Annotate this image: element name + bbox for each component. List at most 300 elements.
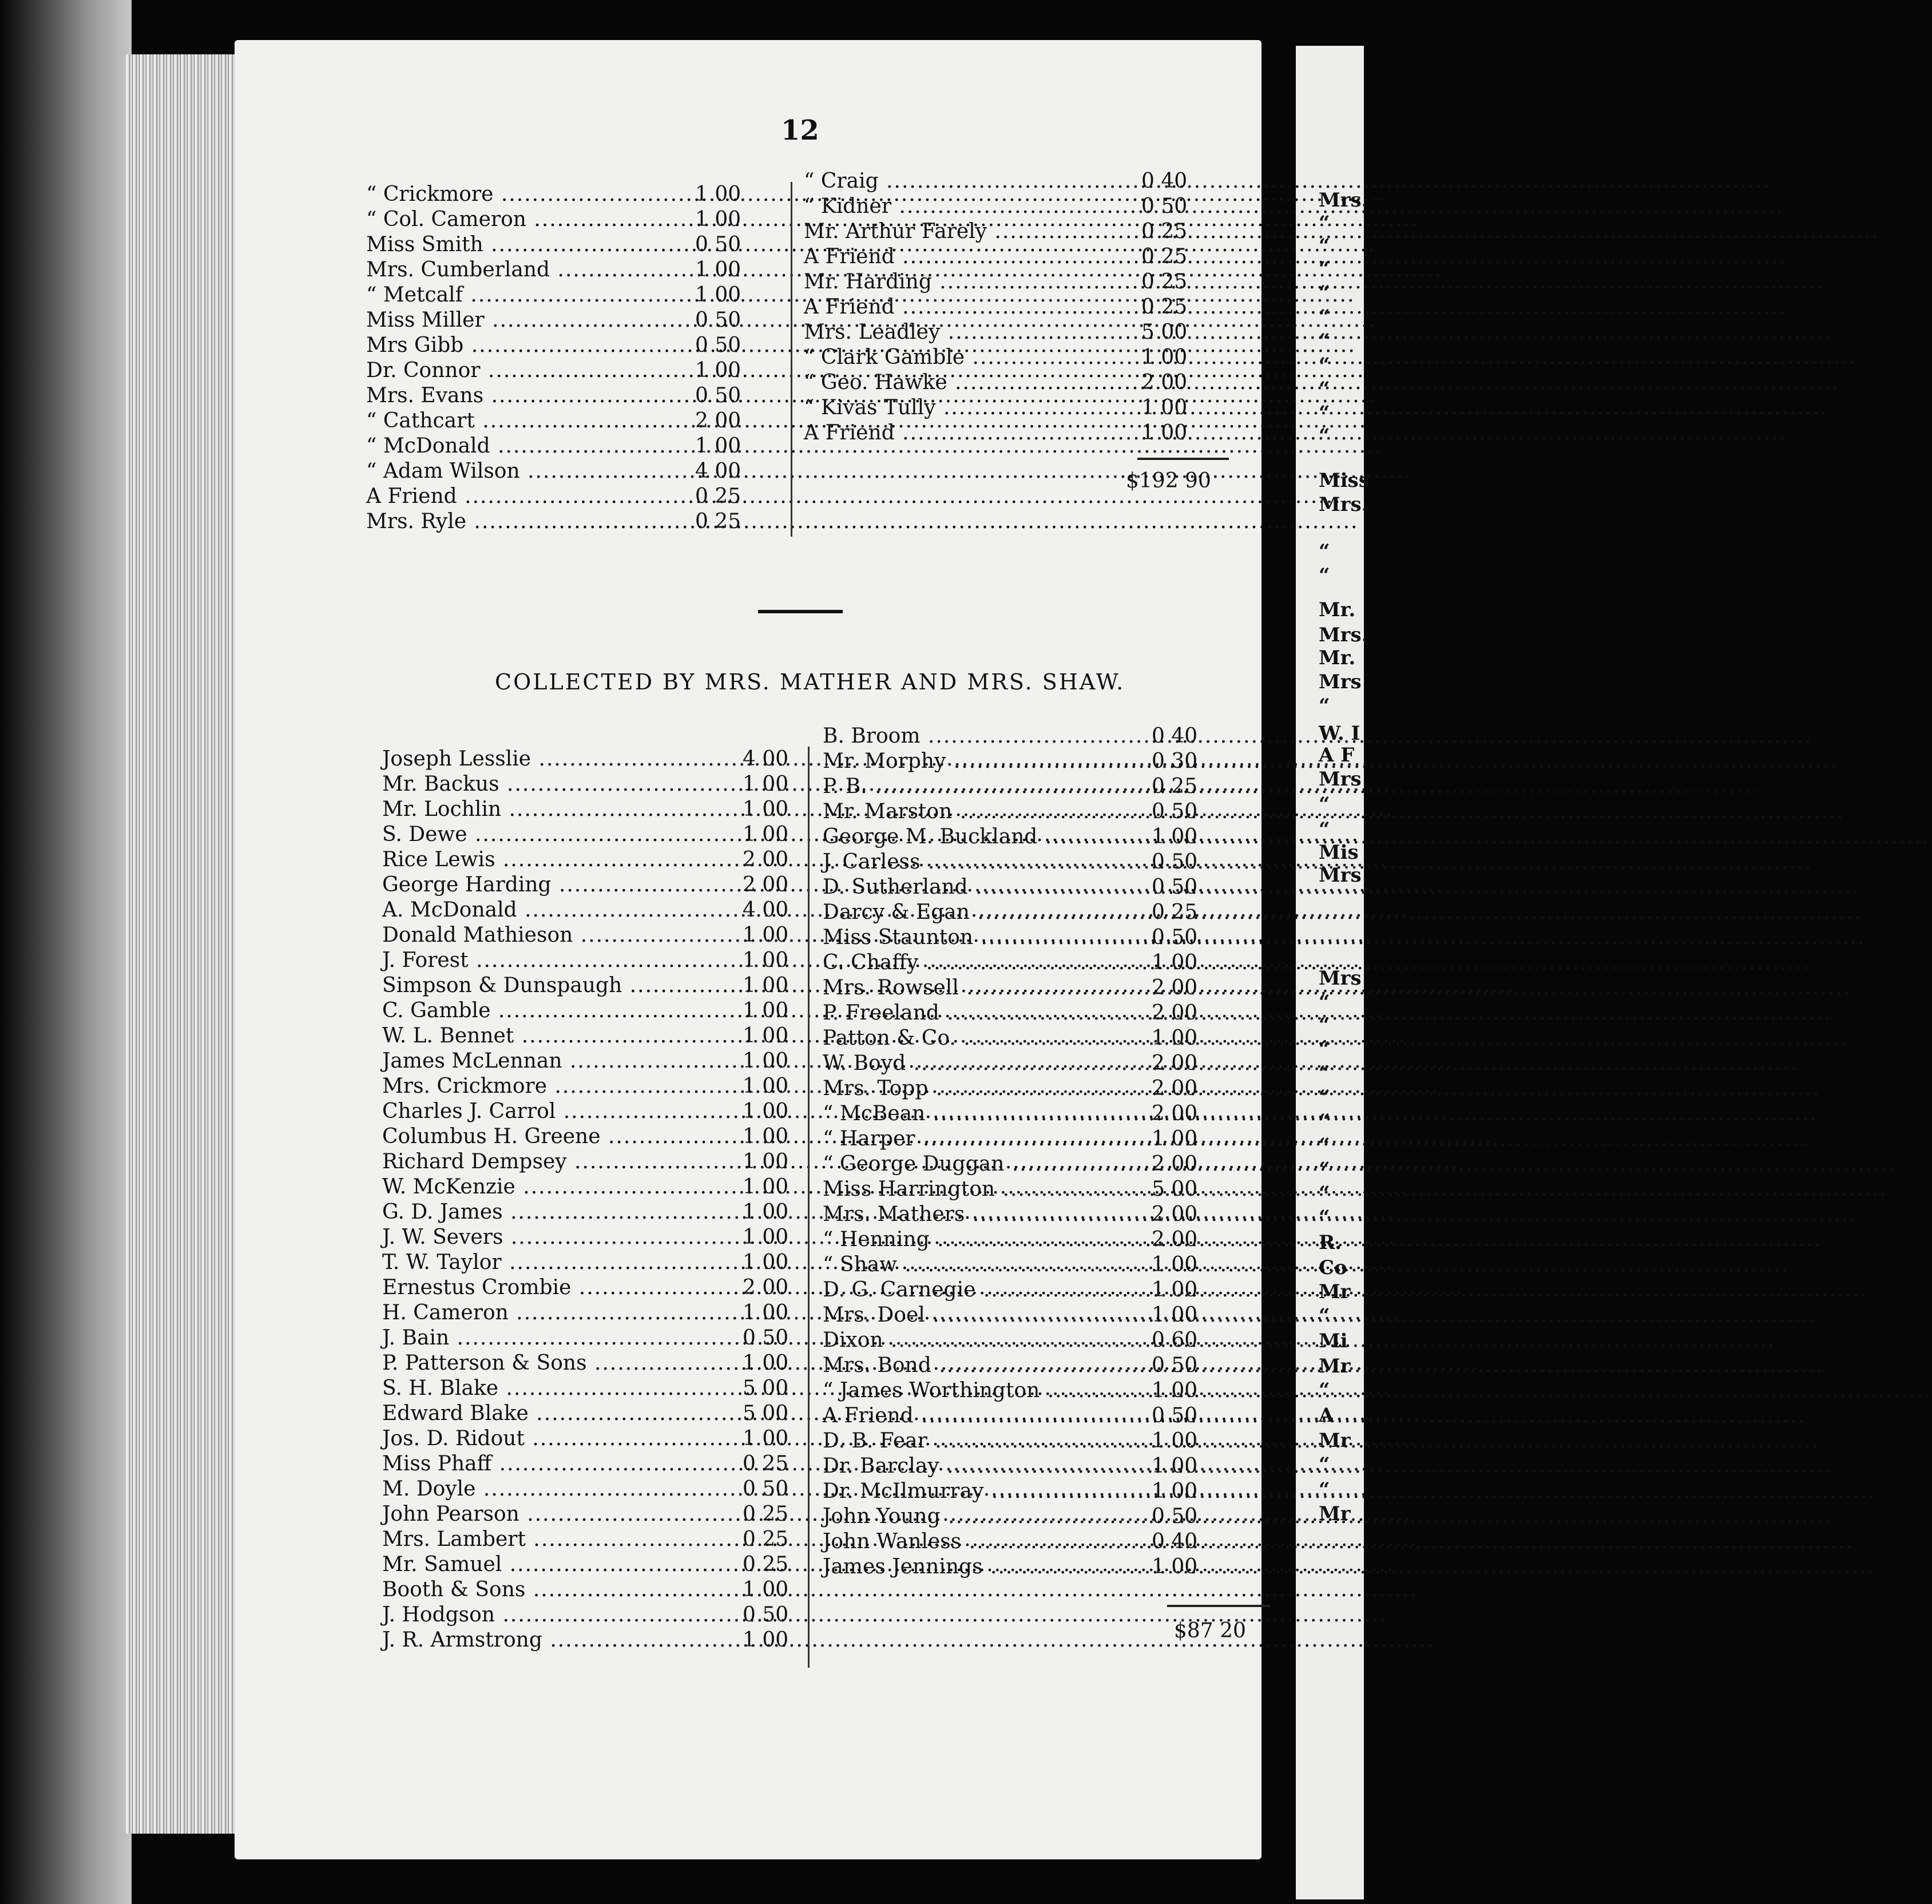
bottom-total: $87 20 [1174,1619,1246,1643]
donor-entry [823,1227,1217,1252]
donor-entry [382,1351,808,1376]
donation-amount: 0 25 [695,485,741,508]
donor-name: John Pearson ..... [382,1502,734,1527]
donor-name: Rice Lewis ..... [382,847,734,872]
donor-entry [823,1303,1217,1328]
donor-entry [382,1502,808,1527]
donation-amount: 4 00 [743,747,789,771]
adjacent-page-text: Mrs. [1319,189,1368,212]
donation-amount: 4 00 [695,459,741,483]
page-number: 12 [781,114,819,146]
adjacent-page-text: “ [1319,1014,1330,1037]
donor-entry [366,484,761,509]
adjacent-page-text: Mi [1319,1330,1348,1352]
donor-entry [823,1554,1217,1580]
adjacent-page-text: “ [1319,1158,1330,1181]
donation-amount: 0 25 [1152,901,1198,924]
donation-amount: 0 25 [1141,245,1188,268]
donation-amount: 1 00 [743,1200,789,1224]
adjacent-page-text: Mrs [1319,864,1362,887]
adjacent-page-text: Mr [1319,1280,1351,1303]
donor-name: Mr. Samuel ..... [382,1552,734,1577]
donor-name: A Friend ..... [804,295,1133,320]
donation-amount: 4 00 [743,898,789,922]
donation-amount: 1 00 [743,1024,789,1048]
donor-name: P. Patterson & Sons ..... [382,1351,734,1376]
donation-amount: 5 00 [743,1402,789,1425]
donation-amount: 1 00 [743,1427,789,1450]
donor-entry [823,1353,1217,1378]
donation-amount: 2 00 [1141,371,1188,394]
donor-entry [366,333,761,358]
adjacent-page-text: Mr. [1319,646,1356,669]
donor-name: W. McKenzie ..... [382,1175,734,1200]
donor-entry [823,925,1217,950]
top-left-column [366,182,761,534]
donor-entry [382,898,808,923]
adjacent-page-text: “ [1319,257,1330,280]
donor-entry [382,1049,808,1074]
donation-amount: 1 00 [695,208,741,231]
donor-entry [382,1250,808,1275]
donation-amount: 0 25 [1152,775,1198,798]
donor-entry [366,182,761,207]
donor-name: W. Boyd ..... [823,1051,1143,1076]
donor-entry [382,872,808,898]
donor-name: “ Cathcart ..... [366,408,687,434]
donor-entry [382,1300,808,1326]
donation-amount: 0 40 [1141,169,1188,193]
adjacent-page-text: “ [1319,1134,1330,1157]
adjacent-page-text: “ [1319,1453,1330,1476]
donation-amount: 1 00 [743,1225,789,1249]
donor-entry [366,232,761,257]
adjacent-page-text: “ [1319,818,1330,841]
donor-name: A. McDonald ..... [382,898,734,923]
donation-amount: 0 25 [1141,270,1188,293]
donor-name: J. Hodgson ..... [382,1602,734,1628]
donor-name: A Friend ..... [366,484,687,509]
donor-entry [366,257,761,283]
donor-name: Miss Harrington ..... [823,1177,1143,1202]
donation-amount: 1 00 [1152,1253,1198,1276]
donation-amount: 1 00 [1141,396,1188,419]
donation-amount: 2 00 [1152,1102,1198,1125]
donation-amount: 0 25 [1141,220,1188,243]
donor-name: J. Forest ..... [382,948,734,973]
donation-amount: 0 25 [743,1452,789,1475]
donor-name: Dr. McIlmurray ..... [823,1479,1143,1504]
adjacent-page-text: “ [1319,354,1330,376]
donation-amount: 0 40 [1152,724,1198,748]
donation-amount: 1 00 [743,798,789,821]
donor-name: Booth & Sons ..... [382,1577,734,1602]
bottom-column-divider [808,747,810,1668]
donor-entry [366,283,761,308]
donor-name: P. B. ..... [823,774,1143,799]
donor-name: “ Geo. Hawke ..... [804,370,1133,395]
donation-amount: 1 00 [743,823,789,846]
donation-amount: 0 30 [1152,749,1198,773]
donor-name: George Harding ..... [382,872,734,898]
donation-amount: 1 00 [1152,1429,1198,1453]
donation-amount: 1 00 [1152,1379,1198,1402]
adjacent-page-text: “ [1319,1206,1330,1229]
donor-entry [366,207,761,232]
donation-amount: 2 00 [1152,1152,1198,1176]
donor-entry [804,194,1207,219]
donor-entry [823,1403,1217,1429]
adjacent-page-text: “ [1319,1478,1330,1501]
donor-entry [382,998,808,1024]
donor-name: “ George Duggan ..... [823,1152,1143,1177]
top-right-column [804,169,1207,446]
adjacent-page-text: Mr [1319,1429,1351,1452]
adjacent-page-text: Mis [1319,841,1359,864]
donor-name: A Friend ..... [823,1403,1143,1429]
donor-name: “ James Worthington ..... [823,1378,1143,1403]
donor-name: Mrs. Lambert ..... [382,1527,734,1552]
donor-name: Mrs. Cumberland ..... [366,257,687,283]
donor-entry [823,1429,1217,1454]
donation-amount: 1 00 [1152,1278,1198,1302]
donation-amount: 0 50 [1152,1354,1198,1377]
donor-entry [823,950,1217,975]
donation-amount: 2 00 [1152,1001,1198,1025]
donation-amount: 1 00 [743,1251,789,1274]
donation-amount: 1 00 [743,1074,789,1098]
adjacent-page-text: “ [1319,793,1330,816]
donor-entry [823,1177,1217,1202]
donation-amount: 0 50 [743,1326,789,1350]
donor-name: Mrs. Rowsell ..... [823,975,1143,1001]
adjacent-page-text: A [1319,1404,1334,1427]
donor-entry [366,358,761,383]
donor-name: Mrs. Mathers ..... [823,1202,1143,1227]
donor-name: Mrs. Crickmore ..... [382,1074,734,1099]
donor-name: “ Craig ..... [804,169,1133,194]
adjacent-page-text: “ [1319,1304,1330,1327]
donor-entry [382,1602,808,1628]
donor-entry [382,1099,808,1124]
donation-amount: 0 50 [1152,875,1198,899]
donor-name: Mr. Morphy ..... [823,749,1143,774]
donation-amount: 1 00 [743,1628,789,1652]
donor-entry [382,948,808,973]
donation-amount: 0 50 [695,334,741,357]
donation-amount: 2 00 [1152,976,1198,999]
adjacent-page-text: Co [1319,1256,1347,1279]
donation-amount: 0 40 [1152,1530,1198,1553]
donation-amount: 5 00 [1141,320,1188,344]
adjacent-page-text: “ [1319,695,1330,717]
adjacent-page-text: “ [1319,1038,1330,1061]
adjacent-page-text: “ [1319,540,1330,563]
donor-entry [823,799,1217,824]
donation-amount: 1 00 [1141,421,1188,445]
donor-name: “ Crickmore ..... [366,182,687,207]
donor-entry [823,1076,1217,1101]
donor-entry [823,1504,1217,1529]
donation-amount: 1 00 [743,1150,789,1173]
donor-name: Darcy & Egan ..... [823,900,1143,925]
donor-name: Miss Miller ..... [366,308,687,333]
donor-entry [804,320,1207,345]
donor-name: James McLennan ..... [382,1049,734,1074]
donor-name: J. Carless ..... [823,850,1143,875]
donor-name: “ Metcalf ..... [366,283,687,308]
donation-amount: 0 50 [1152,1505,1198,1528]
donor-name: Richard Dempsey ..... [382,1149,734,1175]
donor-name: C. Chaffy ..... [823,950,1143,975]
donor-name: Donald Mathieson ..... [382,923,734,948]
donor-name: John Young ..... [823,1504,1143,1529]
donor-name: Jos. D. Ridout ..... [382,1426,734,1451]
adjacent-page-text: “ [1319,425,1330,447]
donor-name: Mrs. Evans ..... [366,383,687,408]
donor-entry [382,1225,808,1250]
donor-name: Dr. Barclay ..... [823,1454,1143,1479]
adjacent-page-text: “ [1319,306,1330,328]
donor-entry [804,269,1207,295]
donor-entry [382,1200,808,1225]
donation-amount: 1 00 [1152,1479,1198,1503]
donor-entry [382,1074,808,1099]
donation-amount: 0 25 [695,510,741,533]
donor-entry [804,219,1207,244]
donor-name: Edward Blake ..... [382,1401,734,1426]
donation-amount: 1 00 [743,1049,789,1073]
donor-name: P. Freeland ..... [823,1001,1143,1026]
donation-amount: 1 00 [743,1125,789,1148]
donor-name: Joseph Lesslie ..... [382,747,734,772]
donation-amount: 1 00 [743,1175,789,1199]
adjacent-page-text: “ [1319,991,1330,1014]
donor-entry [382,1426,808,1451]
donor-entry [382,1275,808,1300]
donor-name: T. W. Taylor ..... [382,1250,734,1275]
donor-entry [804,395,1207,421]
donor-name: Miss Phaff ..... [382,1451,734,1477]
donor-name: A Friend ..... [804,244,1133,269]
donation-amount: 1 00 [1152,1127,1198,1151]
donor-name: “ Shaw ..... [823,1252,1143,1278]
donor-entry [382,822,808,847]
adjacent-page-text: Mrs [1319,768,1362,791]
donor-entry [823,975,1217,1001]
donor-name: D. B. Fear ..... [823,1429,1143,1454]
donor-name: S. Dewe ..... [382,822,734,847]
donor-entry [804,244,1207,269]
donation-amount: 0 50 [695,233,741,256]
adjacent-page-text: “ [1319,281,1330,304]
donation-amount: 1 00 [1152,1303,1198,1327]
donor-entry [382,1451,808,1477]
donation-amount: 0 25 [743,1502,789,1526]
donation-amount: 0 50 [1152,850,1198,874]
donor-name: J. R. Armstrong ..... [382,1628,734,1653]
donor-entry [366,434,761,459]
donor-name: C. Gamble ..... [382,998,734,1024]
adjacent-page-text: “ [1319,212,1330,235]
donation-amount: 1 00 [743,1351,789,1375]
book-spine [0,0,132,1904]
adjacent-page-text: A F [1319,744,1355,767]
donor-entry [823,1278,1217,1303]
donor-entry [804,421,1207,446]
adjacent-page-text: Mrs. [1319,493,1368,516]
donor-entry [382,747,808,772]
donor-name: Columbus H. Greene ..... [382,1124,734,1149]
donor-entry [382,1175,808,1200]
bottom-right-column [823,724,1217,1580]
donation-amount: 1 00 [695,359,741,382]
donor-entry [823,1001,1217,1026]
donor-name: Mr. Backus ..... [382,772,734,797]
donation-amount: 1 00 [743,1301,789,1324]
donor-entry [382,1628,808,1653]
donor-entry [382,1527,808,1552]
donor-entry [823,900,1217,925]
adjacent-page-text: Mr. [1319,598,1356,621]
donor-name: Mr. Lochlin ..... [382,797,734,822]
donation-amount: 1 00 [743,974,789,997]
donor-name: M. Doyle ..... [382,1477,734,1502]
donor-entry [382,1124,808,1149]
donor-name: “ Henning ..... [823,1227,1143,1252]
adjacent-page-text: Mr [1319,1355,1351,1378]
donation-amount: 2 00 [1152,1077,1198,1100]
donor-name: Mrs. Leadley ..... [804,320,1133,345]
donation-amount: 2 00 [1152,1052,1198,1075]
donor-name: Simpson & Dunspaugh ..... [382,973,734,998]
donation-amount: 1 00 [695,258,741,281]
adjacent-page-text: “ [1319,1062,1330,1085]
donor-entry [823,1328,1217,1353]
donor-name: Dr. Connor ..... [366,358,687,383]
donor-name: J. W. Severs ..... [382,1225,734,1250]
donor-name: Mr. Arthur Farely ..... [804,219,1133,244]
section-separator [758,610,843,613]
donor-entry [366,459,761,484]
donor-entry [382,1552,808,1577]
adjacent-page-text: R. [1319,1231,1342,1254]
donation-amount: 0 50 [1141,195,1188,218]
donor-entry [382,1376,808,1401]
donor-entry [823,1378,1217,1403]
donor-entry [823,1202,1217,1227]
donation-amount: 1 00 [695,434,741,458]
donation-amount: 1 00 [743,923,789,947]
donor-name: “ McDonald ..... [366,434,687,459]
page-edges [126,54,240,1834]
donor-entry [823,1252,1217,1278]
donation-amount: 1 00 [1152,1026,1198,1050]
bottom-left-column [382,747,808,1653]
donor-entry [823,1529,1217,1554]
donation-amount: 1 00 [695,183,741,206]
donation-amount: 1 00 [1152,1454,1198,1478]
bottom-total-rule [1167,1605,1270,1607]
donation-amount: 1 00 [743,772,789,796]
donation-amount: 1 00 [743,949,789,972]
donor-entry [366,509,761,534]
donor-name: Mrs. Topp ..... [823,1076,1143,1101]
top-total: $192 90 [1126,469,1211,493]
adjacent-page-text: “ [1319,378,1330,400]
donor-entry [804,370,1207,395]
donor-name: Mrs. Doel ..... [823,1303,1143,1328]
adjacent-page-text: “ [1319,1086,1330,1109]
donor-entry [366,408,761,434]
donor-name: “ Clark Gamble ..... [804,345,1133,370]
donor-entry [366,308,761,333]
donor-name: B. Broom ..... [823,724,1143,749]
donor-name: H. Cameron ..... [382,1300,734,1326]
donation-amount: 0 25 [743,1553,789,1576]
donor-entry [382,923,808,948]
donation-amount: 1 00 [1152,951,1198,974]
donor-entry [823,774,1217,799]
donation-amount: 1 00 [743,1100,789,1123]
donation-amount: 0 25 [743,1528,789,1551]
donor-name: Mrs. Ryle ..... [366,509,687,534]
donor-name: Mrs Gibb ..... [366,333,687,358]
donation-amount: 1 00 [1152,1555,1198,1578]
donation-amount: 0 25 [1141,295,1188,319]
donor-entry [823,875,1217,900]
donation-amount: 1 00 [743,1578,789,1601]
donor-entry [382,1477,808,1502]
donor-name: J. Bain ..... [382,1326,734,1351]
donor-entry [823,850,1217,875]
donor-entry [823,1051,1217,1076]
adjacent-page-text: Mrs [1319,671,1362,693]
donor-name: A Friend ..... [804,421,1133,446]
donation-amount: 2 00 [743,873,789,897]
donation-amount: 0 50 [1152,800,1198,823]
donation-amount: 2 00 [695,409,741,433]
donor-entry [382,772,808,797]
donor-name: “ Kivas Tully ..... [804,395,1133,421]
donor-entry [382,847,808,872]
donor-entry [823,749,1217,774]
donor-entry [382,1401,808,1426]
donor-name: “ Adam Wilson ..... [366,459,687,484]
donor-name: W. L. Bennet ..... [382,1024,734,1049]
donation-amount: 2 00 [743,848,789,871]
adjacent-page-text: “ [1319,235,1330,257]
donor-entry [823,1026,1217,1051]
top-column-divider [791,182,792,537]
donation-amount: 5 00 [1152,1177,1198,1201]
donation-amount: 1 00 [1152,825,1198,848]
donation-amount: 2 00 [1152,1203,1198,1226]
adjacent-page-text: “ [1319,330,1330,352]
donor-entry [804,345,1207,370]
donor-entry [366,383,761,408]
donor-entry [823,1479,1217,1504]
top-total-rule [1137,458,1229,460]
donor-name: “ McBean ..... [823,1101,1143,1126]
section-heading: COLLECTED BY MRS. MATHER AND MRS. SHAW. [495,669,1125,695]
donation-amount: 1 00 [695,283,741,307]
donor-name: Miss Smith ..... [366,232,687,257]
donor-entry [823,1454,1217,1479]
donation-amount: 0 50 [695,308,741,332]
donation-amount: 5 00 [743,1377,789,1400]
donation-amount: 0 60 [1152,1328,1198,1352]
